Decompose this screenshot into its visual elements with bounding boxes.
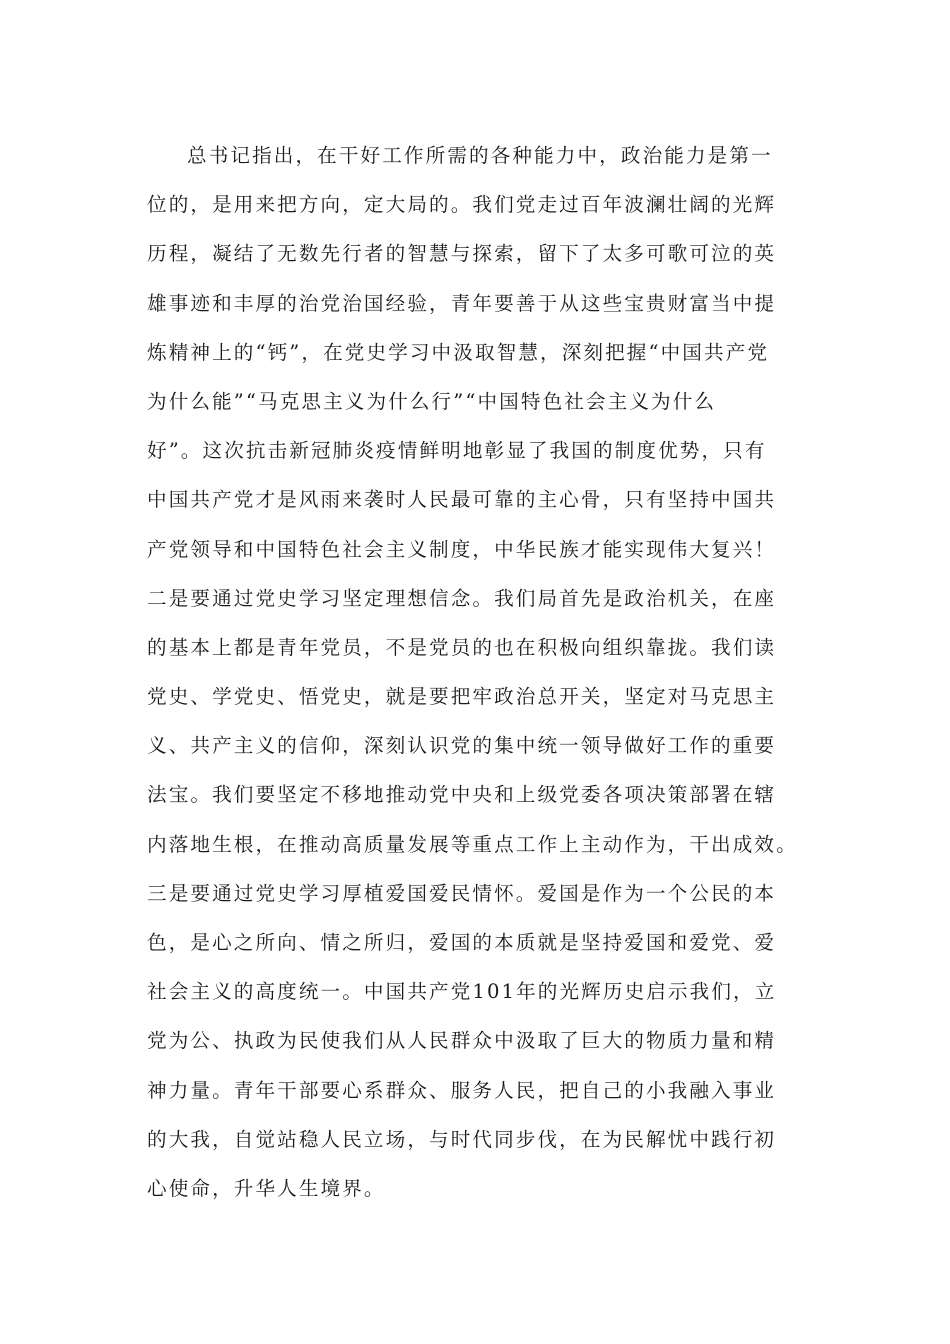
text-line: 位的，是用来把方向，定大局的。我们党走过百年波澜壮阔的光辉	[147, 193, 777, 217]
text-line: 好”。这次抗击新冠肺炎疫情鲜明地彰显了我国的制度优势，只有	[147, 439, 767, 463]
text-line: 法宝。我们要坚定不移地推动党中央和上级党委各项决策部署在辖	[147, 783, 777, 807]
text-line: 产党领导和中国特色社会主义制度，中华民族才能实现伟大复兴！	[147, 537, 777, 561]
text-line: 色，是心之所向、情之所归，爱国的本质就是坚持爱国和爱党、爱	[147, 931, 777, 954]
text-line: 的大我，自觉站稳人民立场，与时代同步伐，在为民解忧中践行初	[147, 1127, 777, 1151]
text-line: 历程，凝结了无数先行者的智慧与探索，留下了太多可歌可泣的英	[147, 242, 777, 266]
text-line: 三是要通过党史学习厚植爱国爱民情怀。爱国是作为一个公民的本	[147, 881, 777, 905]
text-line: 炼精神上的“钙”，在党史学习中汲取智慧，深刻把握“中国共产党	[147, 340, 770, 364]
text-line: 内落地生根，在推动高质量发展等重点工作上主动作为，干出成效。	[147, 832, 798, 856]
body-text	[147, 131, 827, 1213]
text-line: 社会主义的高度统一。中国共产党101年的光辉历史启示我们，立	[147, 980, 777, 1004]
text-line: 党为公、执政为民使我们从人民群众中汲取了巨大的物质力量和精	[147, 1029, 777, 1053]
text-line: 雄事迹和丰厚的治党治国经验，青年要善于从这些宝贵财富当中提	[147, 291, 777, 315]
text-line: 为什么能”“马克思主义为什么行”“中国特色社会主义为什么	[147, 389, 717, 413]
text-line: 神力量。青年干部要心系群众、服务人民，把自己的小我融入事业	[147, 1078, 777, 1102]
text-line: 党史、学党史、悟党史，就是要把牢政治总开关，坚定对马克思主	[147, 685, 777, 709]
text-line: 二是要通过党史学习坚定理想信念。我们局首先是政治机关，在座	[147, 586, 777, 610]
text-line: 总书记指出，在干好工作所需的各种能力中，政治能力是第一	[187, 144, 773, 167]
text-line: 的基本上都是青年党员，不是党员的也在积极向组织靠拢。我们读	[147, 635, 777, 659]
text-line: 中国共产党才是风雨来袭时人民最可靠的主心骨，只有坚持中国共	[147, 488, 777, 512]
text-line: 义、共产主义的信仰，深刻认识党的集中统一领导做好工作的重要	[147, 734, 777, 758]
text-line: 心使命，升华人生境界。	[147, 1176, 386, 1200]
